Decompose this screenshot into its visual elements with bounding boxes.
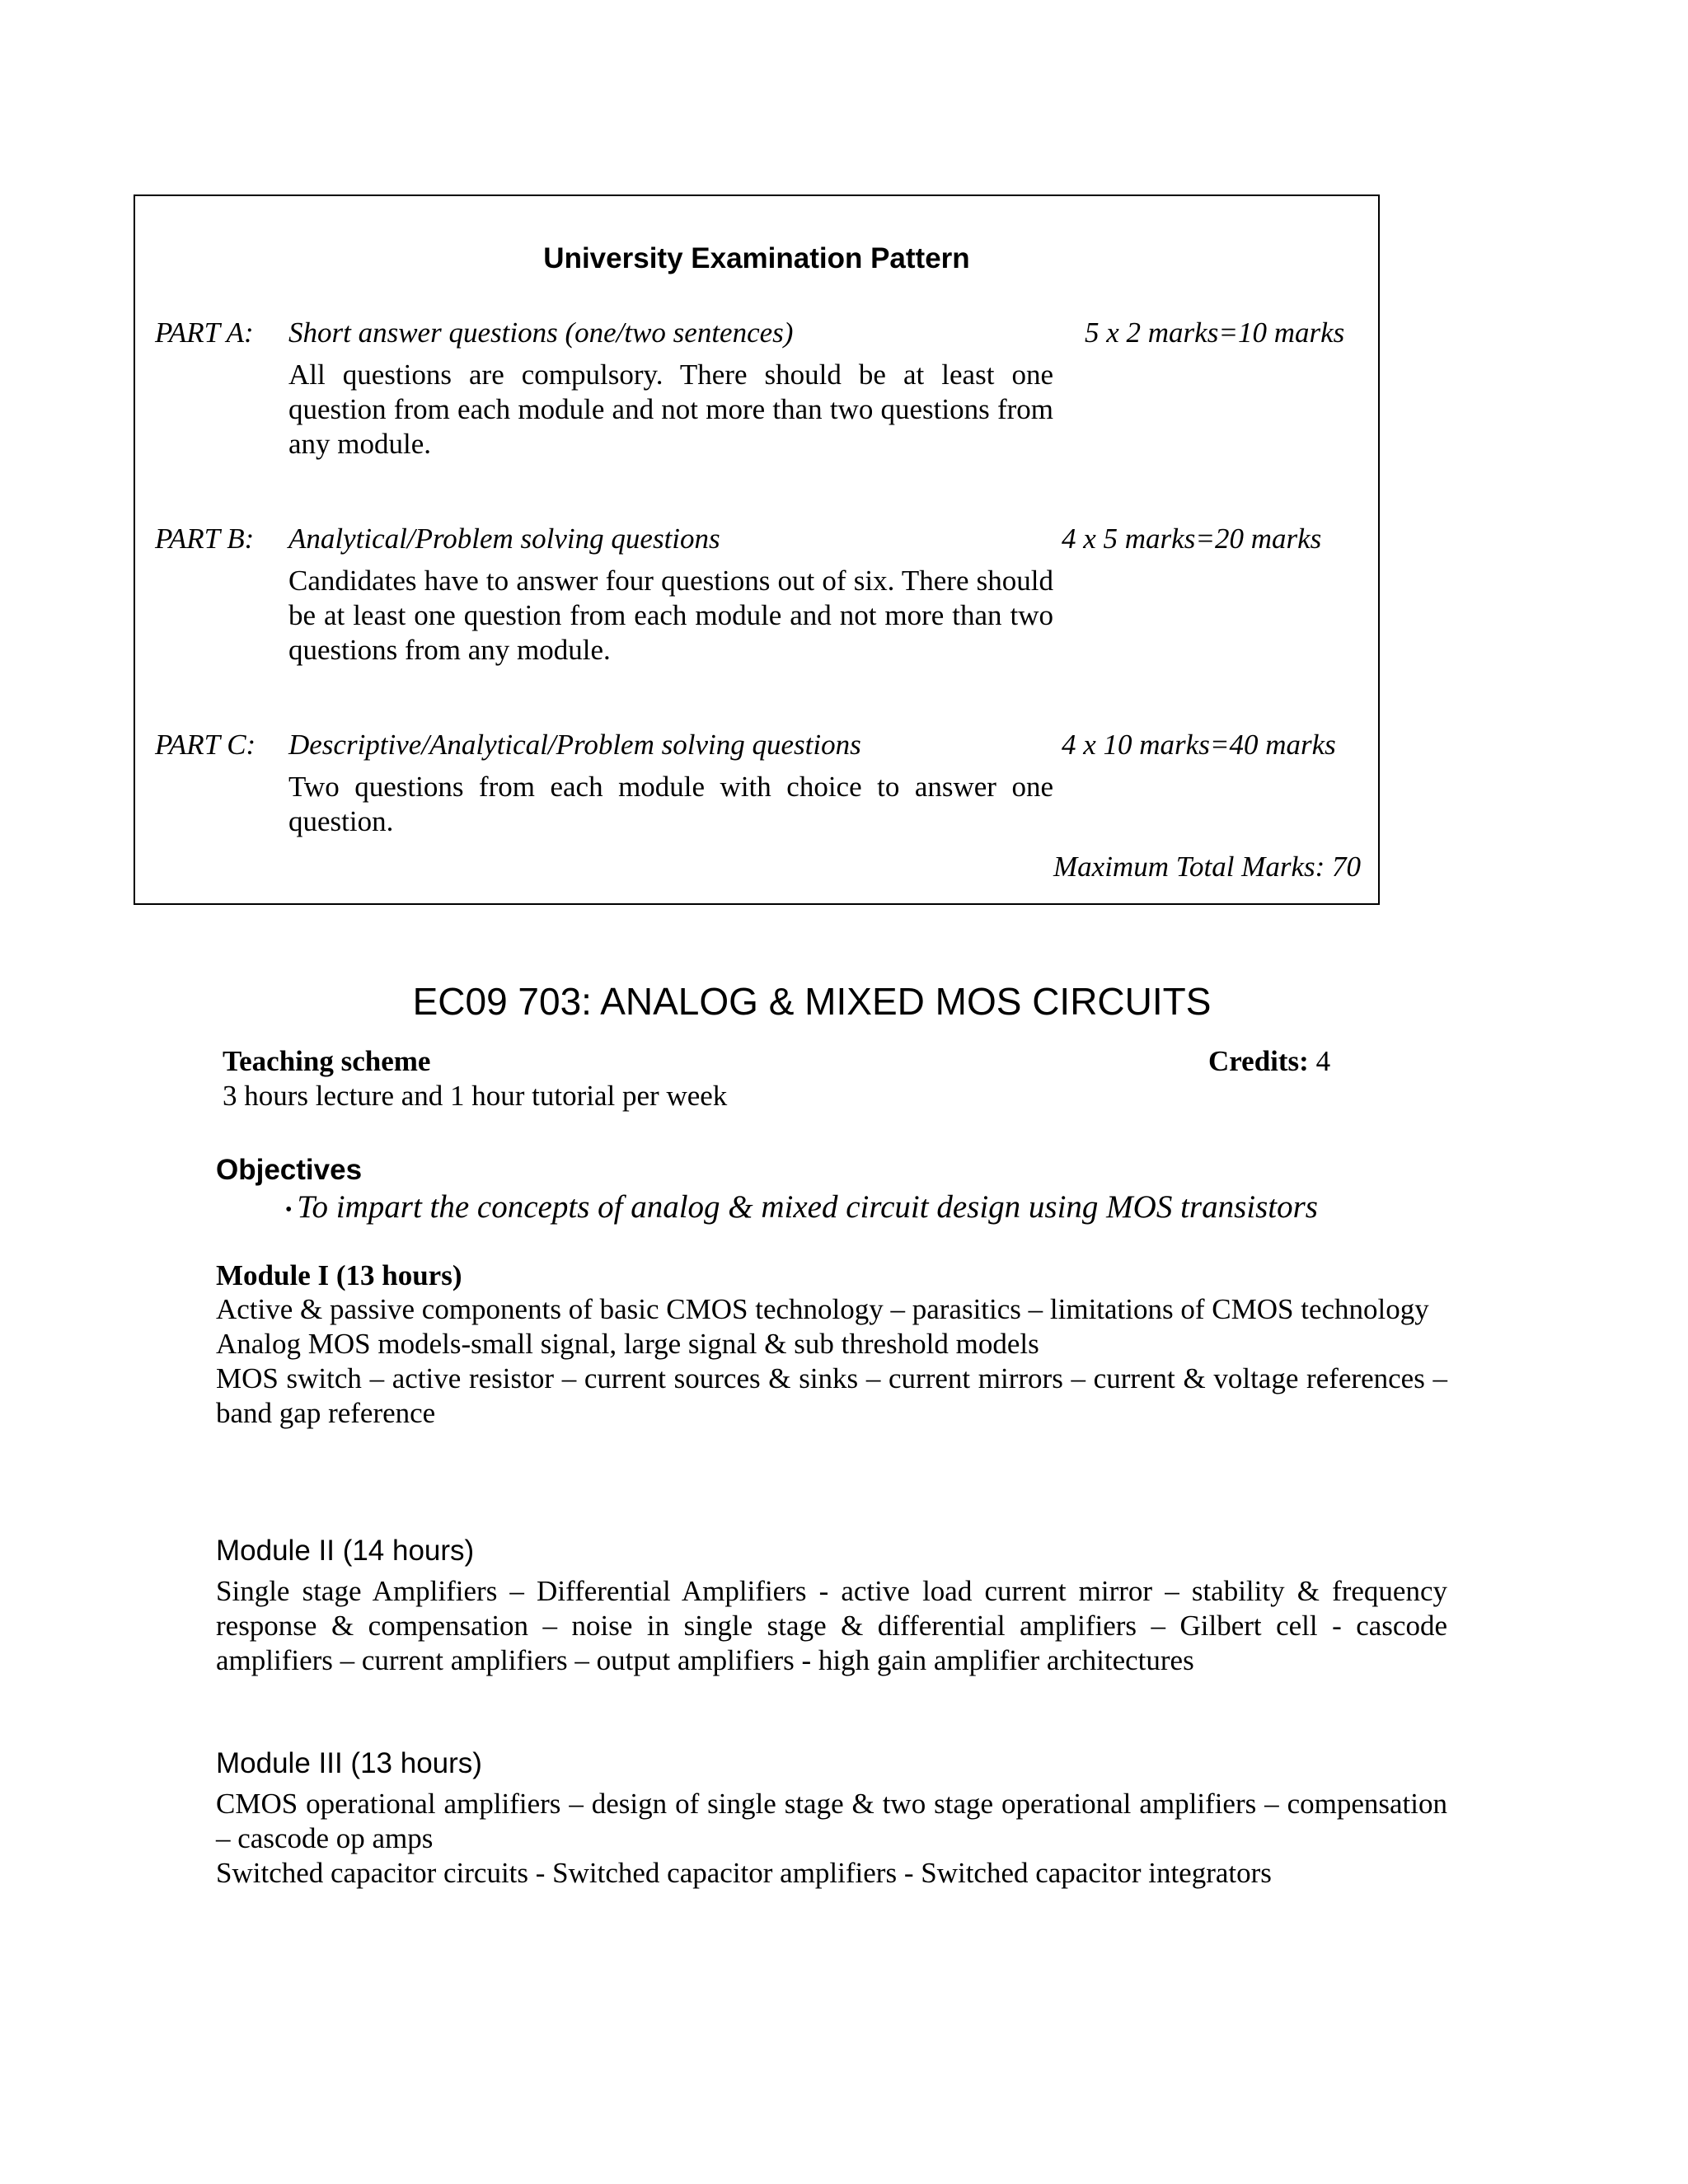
teaching-scheme-text: 3 hours lecture and 1 hour tutorial per week <box>223 1080 728 1112</box>
module-2-body <box>216 1574 1447 1678</box>
objectives-heading: Objectives <box>216 1154 363 1186</box>
exam-pattern-box <box>134 194 1380 905</box>
exam-pattern-title: University Examination Pattern <box>543 242 970 274</box>
bullet-icon: • <box>285 1198 293 1221</box>
module-3-body <box>216 1787 1447 1891</box>
module-1-paragraph: Active & passive components of basic CMOS technology – parasitics – limitations of CMOS technology <box>216 1293 1429 1325</box>
part-b-label: PART B: <box>155 523 255 555</box>
teaching-scheme-label: Teaching scheme <box>223 1045 431 1077</box>
module-1-paragraph: MOS switch – active resistor – current sources & sinks – current mirrors – current & voltage references – band gap reference <box>216 1362 1447 1429</box>
module-2-paragraph: Single stage Amplifiers – Differential Amplifiers - active load current mirror – stability & frequency response & compensation – noise in single stage & differential amplifiers – Gilbert cell - cascode amplifiers – current amplifiers – output amplifiers - high gain amplifier architectures <box>216 1575 1447 1676</box>
module-2-heading: Module II (14 hours) <box>216 1535 475 1567</box>
module-1-paragraph: Analog MOS models-small signal, large signal & sub threshold models <box>216 1328 1039 1360</box>
maximum-total-marks: Maximum Total Marks: 70 <box>1053 851 1362 883</box>
part-c-marks: 4 x 10 marks=40 marks <box>1062 729 1336 761</box>
part-b-heading: Analytical/Problem solving questions <box>288 523 720 555</box>
part-a-heading: Short answer questions (one/two sentences) <box>288 316 794 349</box>
part-a-description: All questions are compulsory. There should be at least one question from each module and not more than two questions from any module. <box>288 359 1053 460</box>
credits <box>1208 1045 1330 1078</box>
credits-label: Credits: <box>1208 1045 1309 1077</box>
module-3-paragraph: CMOS operational amplifiers – design of single stage & two stage operational amplifiers – compensation – cascode op amps <box>216 1788 1447 1854</box>
part-a-label: PART A: <box>155 316 254 349</box>
module-1-heading: Module I (13 hours) <box>216 1259 462 1291</box>
objective-item <box>285 1188 1318 1226</box>
part-a-marks: 5 x 2 marks=10 marks <box>1085 316 1345 349</box>
part-b-marks: 4 x 5 marks=20 marks <box>1062 523 1322 555</box>
objective-text: To impart the concepts of analog & mixed circuit design using MOS transistors <box>297 1189 1318 1225</box>
part-c-label: PART C: <box>155 729 256 761</box>
part-c-description: Two questions from each module with choice to answer one question. <box>288 771 1053 837</box>
part-c-heading: Descriptive/Analytical/Problem solving questions <box>288 729 861 761</box>
credits-value: 4 <box>1315 1045 1331 1077</box>
module-3-heading: Module III (13 hours) <box>216 1747 482 1779</box>
part-b-description: Candidates have to answer four questions out of six. There should be at least one question from each module and not more than two questions from any module. <box>288 565 1053 666</box>
course-title: EC09 703: ANALOG & MIXED MOS CIRCUITS <box>412 980 1212 1023</box>
module-1-body <box>216 1292 1447 1431</box>
module-3-paragraph: Switched capacitor circuits - Switched capacitor amplifiers - Switched capacitor integrators <box>216 1857 1272 1889</box>
